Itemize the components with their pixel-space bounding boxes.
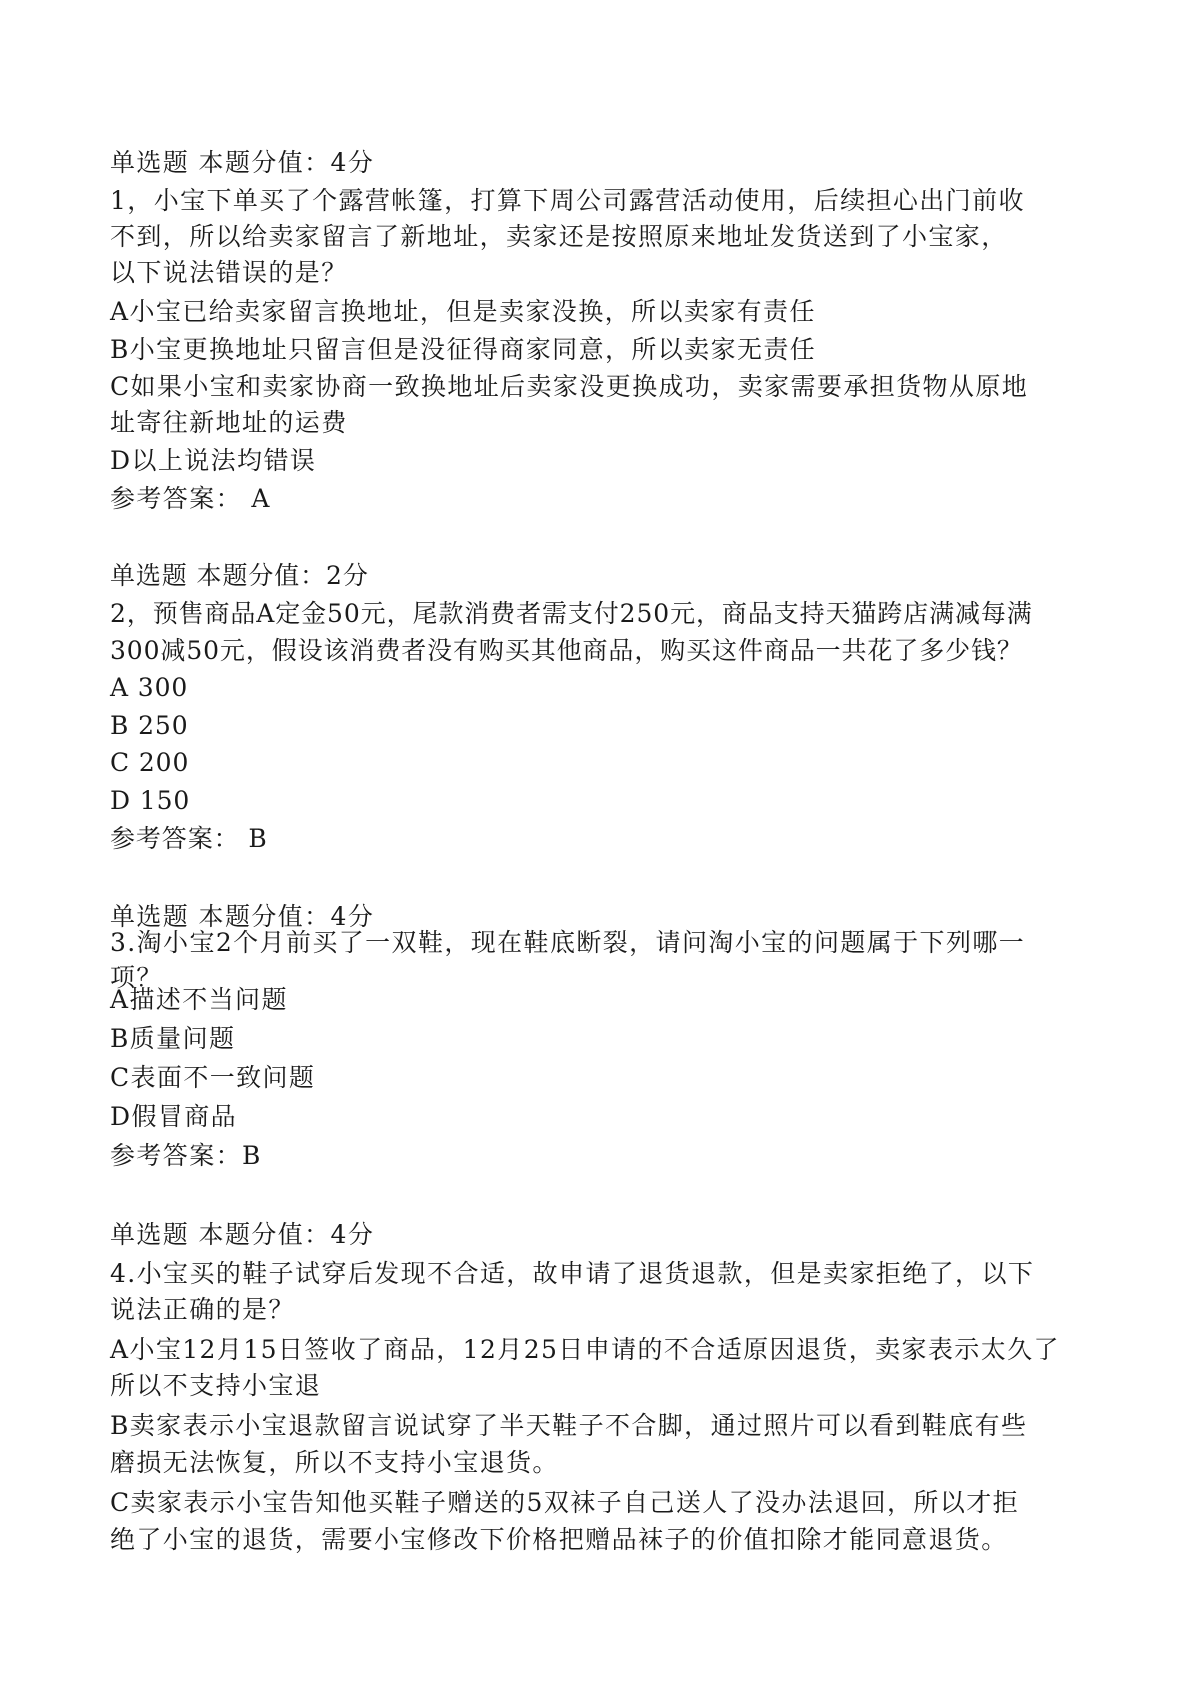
question-stem-line: 不到，所以给卖家留言了新地址，卖家还是按照原来地址发货送到了小宝家， — [110, 222, 1008, 251]
option-a: A描述不当问题 — [110, 985, 288, 1014]
option-b: B 250 — [110, 711, 189, 740]
reference-answer: 参考答案：B — [110, 1141, 262, 1170]
option-c: C表面不一致问题 — [110, 1063, 316, 1092]
option-c: C如果小宝和卖家协商一致换地址后卖家没更换成功，卖家需要承担货物从原地 — [110, 372, 1029, 401]
question-stem-line: 1，小宝下单买了个露营帐篷，打算下周公司露营活动使用，后续担心出门前收 — [110, 186, 1025, 215]
question-stem-line: 项？ — [110, 963, 163, 992]
reference-answer: 参考答案： A — [110, 484, 271, 513]
reference-answer: 参考答案： B — [110, 824, 268, 853]
question-header: 单选题 本题分值：2分 — [110, 561, 369, 590]
option-c-continued: 绝了小宝的退货，需要小宝修改下价格把赠品袜子的价值扣除才能同意退货。 — [110, 1525, 1008, 1554]
option-b-continued: 磨损无法恢复，所以不支持小宝退货。 — [110, 1448, 559, 1477]
option-a: A小宝12月15日签收了商品，12月25日申请的不合适原因退货，卖家表示太久了 — [110, 1335, 1060, 1364]
question-stem-line: 3.淘小宝2个月前买了一双鞋，现在鞋底断裂，请问淘小宝的问题属于下列哪一 — [110, 928, 1026, 957]
option-b: B质量问题 — [110, 1024, 236, 1053]
option-a: A 300 — [110, 673, 189, 702]
question-header: 单选题 本题分值：4分 — [110, 148, 375, 177]
question-stem-line: 300减50元，假设该消费者没有购买其他商品，购买这件商品一共花了多少钱？ — [110, 636, 1023, 665]
question-header: 单选题 本题分值：4分 — [110, 1220, 375, 1249]
option-d: D以上说法均错误 — [110, 446, 317, 475]
option-d: D假冒商品 — [110, 1102, 238, 1131]
option-b: B小宝更换地址只留言但是没征得商家同意，所以卖家无责任 — [110, 335, 817, 364]
option-d: D 150 — [110, 786, 191, 815]
question-stem-line: 4.小宝买的鞋子试穿后发现不合适，故申请了退货退款，但是卖家拒绝了，以下 — [110, 1259, 1035, 1288]
option-a-continued: 所以不支持小宝退 — [110, 1371, 322, 1400]
question-stem-line: 2，预售商品A定金50元，尾款消费者需支付250元，商品支持天猫跨店满减每满 — [110, 599, 1033, 628]
question-stem-line: 以下说法错误的是？ — [110, 258, 348, 287]
option-c: C卖家表示小宝告知他买鞋子赠送的5双袜子自己送人了没办法退回，所以才拒 — [110, 1488, 1020, 1517]
option-b: B卖家表示小宝退款留言说试穿了半天鞋子不合脚，通过照片可以看到鞋底有些 — [110, 1411, 1028, 1440]
question-header: 单选题 本题分值：4分 — [110, 902, 375, 931]
option-c-continued: 址寄往新地址的运费 — [110, 408, 348, 437]
option-c: C 200 — [110, 748, 190, 777]
option-a: A小宝已给卖家留言换地址，但是卖家没换，所以卖家有责任 — [110, 297, 816, 326]
question-stem-line: 说法正确的是？ — [110, 1295, 295, 1324]
